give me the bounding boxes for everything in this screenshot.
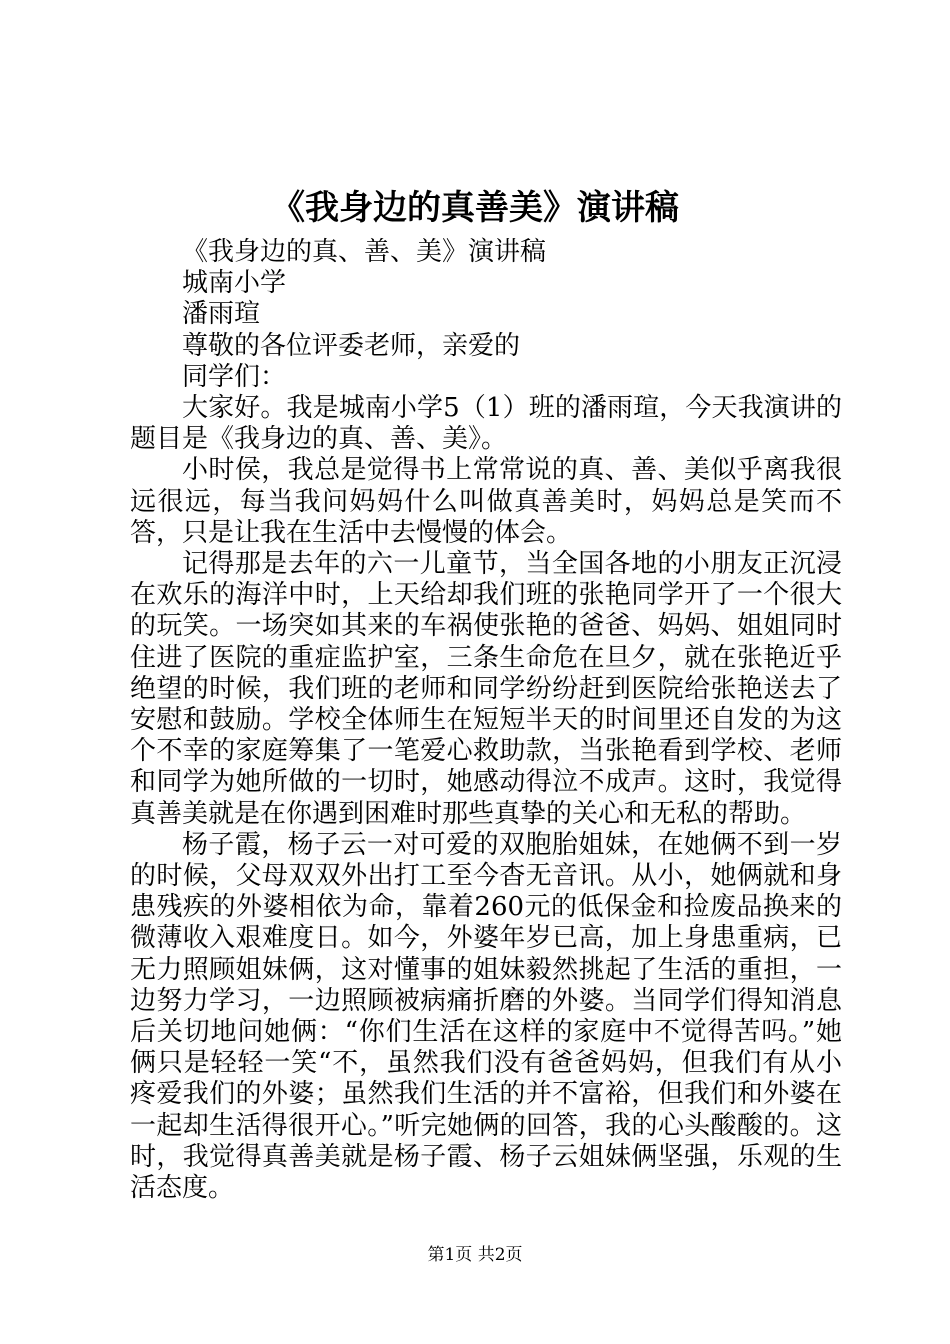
salutation-line-2: 同学们：	[182, 361, 287, 392]
body-paragraph: 大家好。我是城南小学5（1）班的潘雨瑄，今天我演讲的题目是《我身边的真、善、美》。	[130, 393, 842, 455]
body-paragraph: 记得那是去年的六一儿童节，当全国各地的小朋友正沉浸在欢乐的海洋中时，上天给却我们班的张艳同学开了一个很大的玩笑。一场突如其来的车祸使张艳的爸爸、妈妈、姐姐同时住进了医院的重症监护室，三条生命危在旦夕，就在张艳近乎绝望的时候，我们班的老师和同学纷纷赶到医院给张艳送去了安慰和鼓励。学校全体师生在短短半天的时间里还自发的为这个不幸的家庭筹集了一笔爱心救助款，当张艳看到学校、老师和同学为她所做的一切时，她感动得泣不成声。这时，我觉得真善美就是在你遇到困难时那些真挚的关心和无私的帮助。	[130, 549, 842, 829]
document-title: 《我身边的真善美》演讲稿	[271, 188, 679, 228]
author-name: 潘雨瑄	[182, 299, 261, 330]
salutation-line-1: 尊敬的各位评委老师，亲爱的	[182, 330, 521, 361]
body-paragraph: 小时侯，我总是觉得书上常常说的真、善、美似乎离我很远很远，每当我问妈妈什么叫做真善美时，妈妈总是笑而不答，只是让我在生活中去慢慢的体会。	[130, 455, 842, 548]
speech-heading: 《我身边的真、善、美》演讲稿	[182, 237, 547, 267]
school-name: 城南小学	[182, 268, 287, 299]
page-footer: 第1页 共2页	[427, 1245, 523, 1265]
document-body	[130, 237, 842, 1204]
body-paragraph: 杨子霞，杨子云一对可爱的双胞胎姐妹，在她俩不到一岁的时候，父母双双外出打工至今杳无音讯。从小，她俩就和身患残疾的外婆相依为命，靠着260元的低保金和捡废品换来的微薄收入艰难度日。如今，外婆年岁已高，加上身患重病，已无力照顾姐妹俩，这对懂事的姐妹毅然挑起了生活的重担，一边努力学习，一边照顾被病痛折磨的外婆。当同学们得知消息后关切地问她俩：“你们生活在这样的家庭中不觉得苦吗。”她俩只是轻轻一笑“不，虽然我们没有爸爸妈妈，但我们有从小疼爱我们的外婆；虽然我们生活的并不富裕，但我们和外婆在一起却生活得很开心。”听完她俩的回答，我的心头酸酸的。这时，我觉得真善美就是杨子霞、杨子云姐妹俩坚强，乐观的生活态度。	[130, 829, 842, 1204]
